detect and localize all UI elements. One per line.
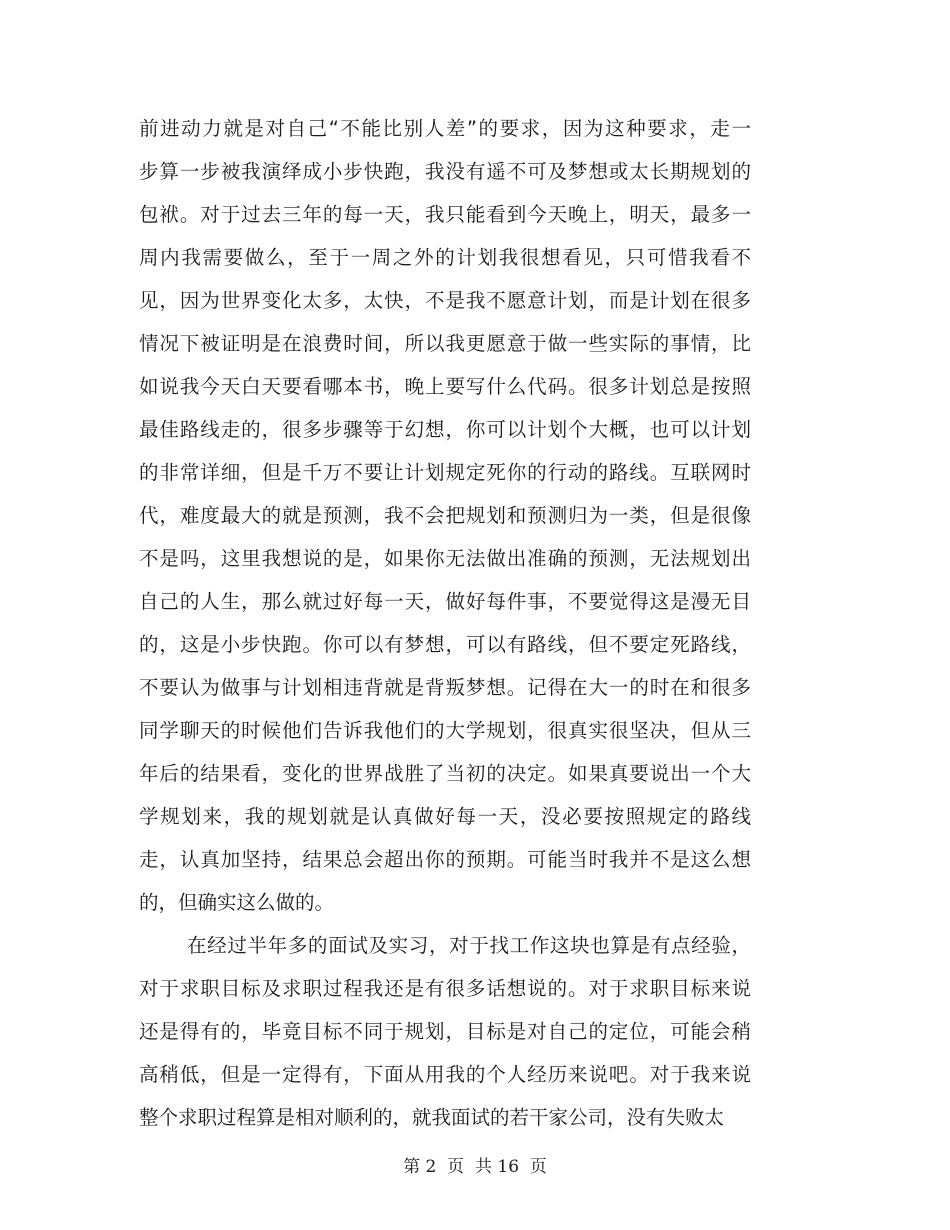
text-line: 代，难度最大的就是预测，我不会把规划和预测归为一类，但是很像 (139, 504, 751, 527)
text-line: 不要认为做事与计划相违背就是背叛梦想。记得在大一的时在和很多 (139, 676, 751, 699)
text-line: 的，这是小步快跑。你可以有梦想，可以有路线，但不要定死路线， (139, 633, 751, 656)
text-line: 走，认真加坚持，结果总会超出你的预期。可能当时我并不是这么想 (139, 848, 751, 871)
paragraph (139, 107, 751, 924)
paragraph (139, 924, 751, 1139)
text-line: 学规划来，我的规划就是认真做好每一天，没必要按照规定的路线 (139, 805, 751, 828)
text-line: 不是吗，这里我想说的是，如果你无法做出准确的预测，无法规划出 (139, 547, 751, 570)
text-line: 如说我今天白天要看哪本书，晚上要写什么代码。很多计划总是按照 (139, 375, 751, 398)
text-line: 周内我需要做么，至于一周之外的计划我很想看见，只可惜我看不 (139, 246, 751, 269)
text-line: 整个求职过程算是相对顺利的，就我面试的若干家公司，没有失败太 (139, 1106, 725, 1129)
text-line: 同学聊天的时候他们告诉我他们的大学规划，很真实很坚决，但从三 (139, 719, 751, 742)
text-line: 的非常详细，但是千万不要让计划规定死你的行动的路线。互联网时 (139, 461, 751, 484)
text-line: 步算一步被我演绎成小步快跑，我没有遥不可及梦想或太长期规划的 (139, 160, 751, 183)
text-line: 的，但确实这么做的。 (139, 891, 335, 914)
text-line: 见，因为世界变化太多，太快，不是我不愿意计划，而是计划在很多 (139, 289, 751, 312)
text-line: 包袱。对于过去三年的每一天，我只能看到今天晚上，明天，最多一 (139, 203, 751, 226)
text-line: 在经过半年多的面试及实习，对于找工作这块也算是有点经验， (187, 934, 751, 957)
text-line: 前进动力就是对自己“不能比别人差”的要求，因为这种要求，走一 (139, 117, 751, 140)
document-body (139, 107, 751, 1139)
text-line: 高稍低，但是一定得有，下面从用我的个人经历来说吧。对于我来说 (139, 1063, 751, 1086)
page-number-footer: 第 2 页 共 16 页 (403, 1157, 547, 1177)
text-line: 还是得有的，毕竟目标不同于规划，目标是对自己的定位，可能会稍 (139, 1020, 751, 1043)
text-line: 情况下被证明是在浪费时间，所以我更愿意于做一些实际的事情，比 (139, 332, 751, 355)
text-line: 对于求职目标及求职过程我还是有很多话想说的。对于求职目标来说 (139, 977, 751, 1000)
text-line: 年后的结果看，变化的世界战胜了当初的决定。如果真要说出一个大 (139, 762, 751, 785)
text-line: 自己的人生，那么就过好每一天，做好每件事，不要觉得这是漫无目 (139, 590, 751, 613)
text-line: 最佳路线走的，很多步骤等于幻想，你可以计划个大概，也可以计划 (139, 418, 751, 441)
